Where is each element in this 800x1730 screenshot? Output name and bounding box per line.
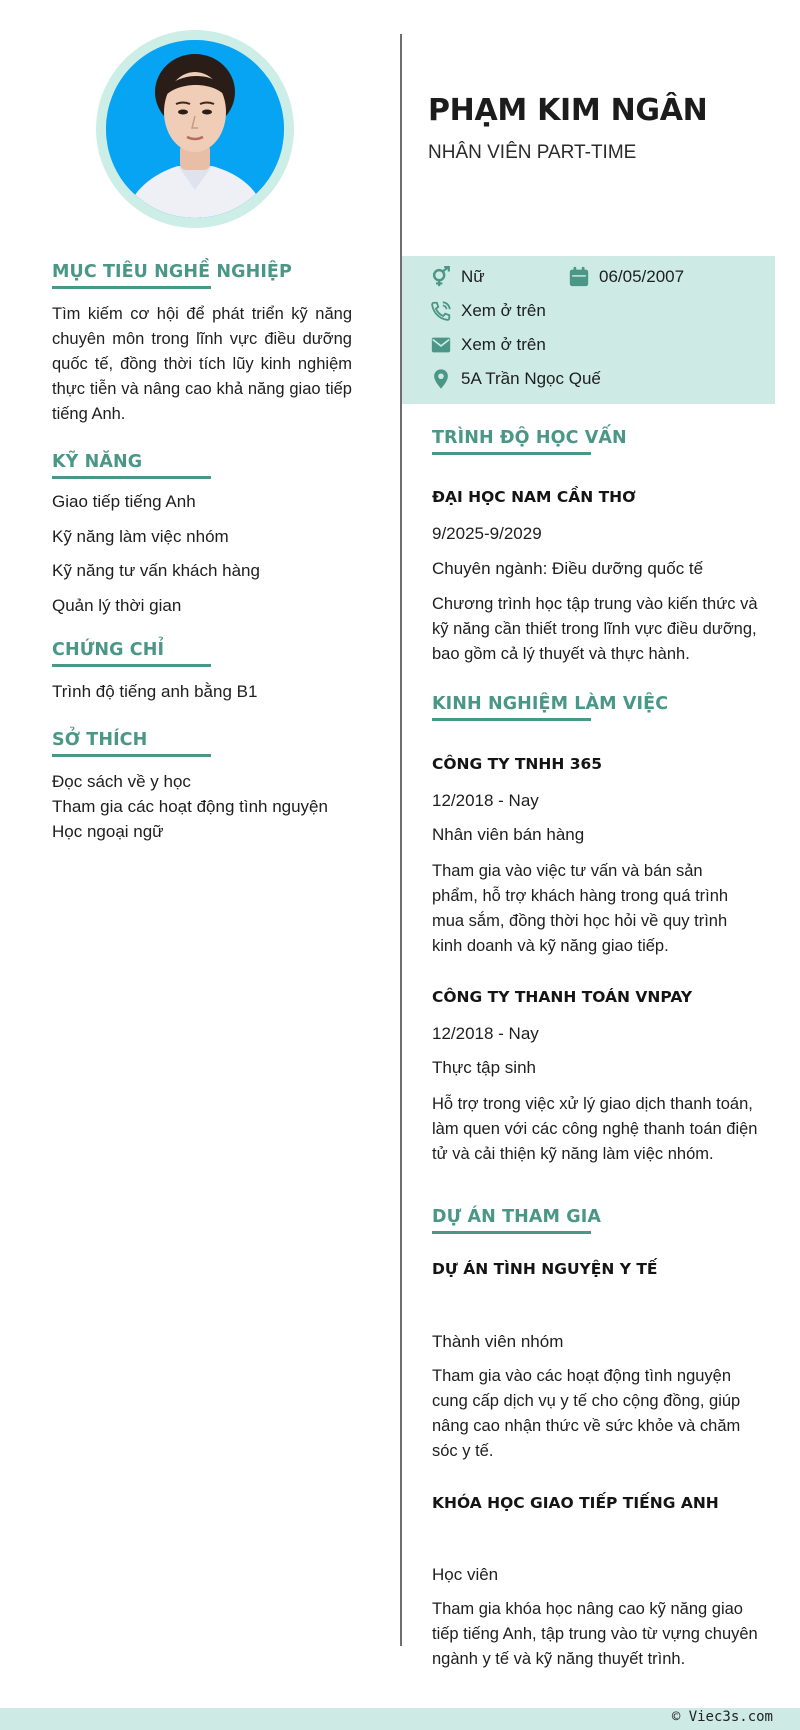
education-major: Chuyên ngành: Điều dưỡng quốc tế: [432, 559, 704, 578]
skill-item: Kỹ năng tư vấn khách hàng: [52, 561, 260, 580]
section-underline: [52, 754, 211, 757]
phone-text: Xem ở trên: [461, 301, 546, 320]
location-pin-icon: [430, 368, 452, 390]
experience-title: KINH NGHIỆM LÀM VIỆC: [432, 694, 669, 714]
section-underline: [52, 664, 211, 667]
email-row: [430, 334, 546, 356]
section-underline: [432, 452, 591, 455]
company-name: CÔNG TY THANH TOÁN VNPAY: [432, 988, 693, 1006]
candidate-name: PHẠM KIM NGÂN: [428, 93, 708, 128]
person-portrait-icon: [106, 40, 284, 218]
email-text: Xem ở trên: [461, 335, 546, 354]
job-position: Thực tập sinh: [432, 1058, 536, 1077]
gender-text: Nữ: [461, 267, 485, 286]
section-underline: [432, 718, 591, 721]
footer-copyright: © Viec3s.com: [671, 1709, 773, 1725]
certificates-title: CHỨNG CHỈ: [52, 640, 165, 660]
profile-photo: [106, 40, 284, 218]
birthday-row: [568, 266, 684, 288]
section-underline: [432, 1231, 591, 1234]
calendar-icon: [568, 266, 590, 288]
hobby-item: Đọc sách về y học: [52, 772, 191, 791]
project-description: Tham gia vào các hoạt động tình nguyện cung cấp dịch vụ y tế cho cộng đồng, giúp nâng cao nhận thức về sức khỏe và chăm sóc y tế.: [432, 1367, 741, 1460]
birthday-text: 06/05/2007: [599, 267, 685, 286]
job-period: 12/2018 - Nay: [432, 1024, 539, 1043]
candidate-role: NHÂN VIÊN PART-TIME: [428, 142, 637, 163]
skills-section: [52, 452, 211, 479]
job-description: Tham gia vào việc tư vấn và bán sản phẩm, hỗ trợ khách hàng trong quá trình mua sắm, đồng thời học hỏi về quy trình kinh doanh và kỹ năng giao tiếp.: [432, 862, 729, 955]
project-name: KHÓA HỌC GIAO TIẾP TIẾNG ANH: [432, 1494, 719, 1512]
phone-row: [430, 300, 546, 322]
skills-title: KỸ NĂNG: [52, 452, 143, 472]
job-description: Hỗ trợ trong việc xử lý giao dịch thanh toán, làm quen với các công nghệ thanh toán điện tử và cải thiện kỹ năng làm việc nhóm.: [432, 1095, 758, 1163]
gender-row: [430, 266, 485, 288]
projects-title: DỰ ÁN THAM GIA: [432, 1207, 601, 1227]
job-period: 12/2018 - Nay: [432, 791, 539, 810]
education-period: 9/2025-9/2029: [432, 524, 542, 543]
avatar: [96, 30, 294, 228]
hobby-item: Học ngoại ngữ: [52, 822, 164, 841]
company-name: CÔNG TY TNHH 365: [432, 755, 603, 773]
phone-icon: [430, 300, 452, 322]
skill-item: Kỹ năng làm việc nhóm: [52, 527, 229, 546]
certificate-item: Trình độ tiếng anh bằng B1: [52, 682, 258, 701]
section-underline: [52, 476, 211, 479]
school-name: ĐẠI HỌC NAM CẦN THƠ: [432, 488, 636, 506]
experience-section: [432, 694, 668, 721]
projects-section: [432, 1207, 601, 1234]
project-role: Học viên: [432, 1565, 499, 1584]
mail-icon: [430, 334, 452, 356]
job-position: Nhân viên bán hàng: [432, 825, 585, 844]
education-section: [432, 428, 627, 455]
section-underline: [52, 286, 211, 289]
hobbies-title: SỞ THÍCH: [52, 730, 148, 750]
skill-item: Giao tiếp tiếng Anh: [52, 492, 196, 511]
skill-item: Quản lý thời gian: [52, 596, 182, 615]
education-title: TRÌNH ĐỘ HỌC VẤN: [432, 428, 627, 448]
address-text: 5A Trần Ngọc Quế: [461, 369, 601, 388]
hobbies-section: [52, 730, 211, 757]
project-role: Thành viên nhóm: [432, 1332, 564, 1351]
footer-bar: [0, 1708, 800, 1730]
education-description: Chương trình học tập trung vào kiến thức và kỹ năng cần thiết trong lĩnh vực điều dưỡng, bao gồm cả lý thuyết và thực hành.: [432, 595, 758, 663]
project-description: Tham gia khóa học nâng cao kỹ năng giao tiếp tiếng Anh, tập trung vào từ vựng chuyên ngành y tế và kỹ năng thuyết trình.: [432, 1600, 758, 1668]
objective-text: Tìm kiếm cơ hội để phát triển kỹ năng chuyên môn trong lĩnh vực điều dưỡng quốc tế, đồng thời tích lũy kinh nghiệm thực tiễn và nâng cao khả năng giao tiếp tiếng Anh.: [52, 305, 352, 423]
hobby-item: Tham gia các hoạt động tình nguyện: [52, 797, 328, 816]
objective-title: MỤC TIÊU NGHỀ NGHIỆP: [52, 262, 292, 282]
objective-section: [52, 262, 292, 289]
address-row: [430, 368, 601, 390]
contact-panel: [402, 256, 775, 404]
project-name: DỰ ÁN TÌNH NGUYỆN Y TẾ: [432, 1260, 658, 1278]
certificates-section: [52, 640, 211, 667]
gender-icon: [430, 266, 452, 288]
